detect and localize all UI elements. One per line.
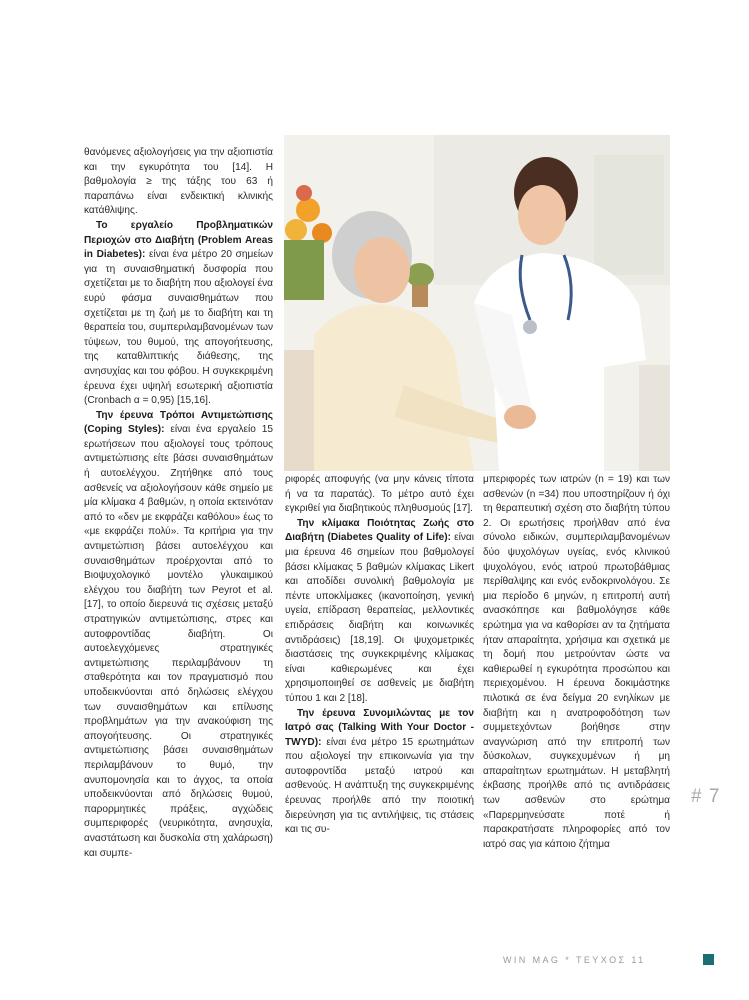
- footer-square-icon: [703, 954, 714, 965]
- paragraph-twyd: [285, 707, 474, 838]
- paragraph: ριφορές αποφυγής (να μην κάνεις τίποτα ή να τα παρατάς). Το μέτρο αυτό έχει εγκριθεί για διαβητικούς πληθυσμούς [17].: [285, 474, 474, 515]
- footer-magazine-issue: WIN MAG * ΤΕΥΧΟΣ 11: [503, 955, 646, 965]
- paragraph: μπεριφορές των ιατρών (n = 19) και των ασθενών (n =34) που υποστηρίζουν ή όχι τη θεραπευτική σχέση στο διαβήτη τύπου 2. Οι ερωτήσεις προήλθαν από ένα σύνολο ειδικών, συμπεριλαμβανομένων δύο ψυχολόγων υγείας, ενός κλινικού ψυχολόγου, ενός ιατρού πρωτοβάθμιας περίθαλψης και ενός ενδοκρινολόγου. Σε μια περίοδο 6 μηνών, η επιτροπή αυτή ανασκόπησε και βαθμολόγησε κάθε ερώτημα για να καθορίσει αν τα ζητήματα ήταν απαραίτητα, χρήσιμα και σχετικά με τη δομή που μετρούνταν ώστε να καθιερωθεί η εγκυρότητα προσώπου και περιεχομένου. Η έρευνα δοκιμάστηκε πιλοτικά σε ένα δείγμα 20 ενηλίκων με διαβήτη και η ανατροφοδότηση των συμμετεχόντων βοήθησε στην αναγνώριση από την επιτροπή των δύσκολων, συγκεχυμένων ή μη απαραίτητων ερωτημάτων. Η μεταβλητή έκβασης προήλθε από τις αντιδράσεις των ασθενών στο ερώτημα «Παρερμηνεύσατε ποτέ ή παρακρατήσατε πληροφορίες από τον ιατρό σας για κάποιο ζήτημα: [483, 474, 670, 850]
- coping-body: είναι ένα εργαλείο 15 ερωτήσεων που αξιολογεί τους τρόπους αντιμετώπισης είτε βάσει συναισθημάτων ή αυτοελέγχου. Ζητήθηκε από τους ασθενείς να αξιολογήσουν κάθε σημείο με μία κλίμακα 4 βαθμών, η οποία εκτεινόταν από το «δεν με εκφράζει καθόλου» έως το «με εκφράζει πολύ». Τα κριτήρια για την αντιμετώπιση βάσει αυτοελέγχου και συναισθημάτων προέρχονται από το Βιοψυχολογικό μοντέλο γλυκαιμικού ελέγχου του διαβήτη των Peyrot et al. [17], το οποίο διερευνά τις σχέσεις μεταξύ στρατηγικών αντιμετώπισης, στρες και αυτοφροντίδας διαβήτη. Οι αυτοελεγχόμενες στρατηγικές αντιμετώπισης περιλαμβάνουν τη σταθερότητα και τον πραγματισμό που υποδεικνύονται από δηλώσεις ελέγχου των συναισθημάτων και επίλυσης προβλημάτων για την ανακούφιση της απογοήτευσης. Οι στρατηγικές αντιμετώπισης βάσει συναισθημάτων περιλαμβάνουν το θυμό, την ανυπομονησία και το άγχος, τα οποία υποδεικνύονται από δηλώσεις θυμού, παρορμητικές πράξεις, αγχώδεις συμπεριφορές (νευρικότητα, ανησυχία, αναστάτωση και δυσκολία στη χαλάρωση) και συμπε-: [84, 424, 273, 859]
- paragraph: θανόμενες αξιολογήσεις για την αξιοπιστία και την εγκυρότητα του [14]. Η βαθμολογία ≥ της τάξης του 63 ή παραπάνω είναι ενδεικτική κλινικής κατάθλιψης.: [84, 147, 273, 217]
- twyd-heading: Την έρευνα Συνομιλώντας με τον Ιατρό σας (Talking With Your Doctor - TWYD):: [285, 707, 474, 748]
- page-number: # 7: [691, 786, 721, 807]
- dqol-body: είναι μια έρευνα 46 σημείων που βαθμολογεί βάσει κλίμακας 5 βαθμών κλίμακας Likert και αποδίδει συνολική βαθμολογία με πέντε υποκλίμακες (ικανοποίηση, γενική υγεία, επίδραση θεραπείας, μελλοντικές επιδράσεις διαβήτη και κοινωνικές αντιδράσεις) [18,19]. Οι ψυχομετρικές διαστάσεις της συγκεκριμένης κλίμακας είναι καθιερωμένες και έχει χρησιμοποιηθεί σε ασθενείς με διαβήτη τύπου 1 και 2 [18].: [285, 532, 475, 704]
- paragraph-dqol: [285, 517, 474, 707]
- article-column-1: [84, 146, 273, 861]
- paragraph-coping: [84, 409, 273, 861]
- article-column-2: [285, 473, 474, 838]
- paid-heading: Το εργαλείο Προβληματικών Περιοχών στο Διαβήτη (Problem Areas in Diabetes):: [84, 219, 273, 261]
- twyd-body: είναι ένα μέτρο 15 ερωτημάτων που αξιολογεί την επικοινωνία για την αυτοφροντίδα μεταξύ ιατρού και ασθενούς. Η ανάπτυξη της συγκεκριμένης έρευνας προήλθε από την ποιοτική διερεύνηση για τις αντιλήψεις, τις στάσεις και τις συ-: [285, 736, 474, 836]
- dqol-heading: Την κλίμακα Ποιότητας Ζωής στο Διαβήτη (Diabetes Quality of Life):: [285, 517, 474, 544]
- article-column-3: [483, 473, 670, 852]
- coping-heading: Την έρευνα Τρόποι Αντιμετώπισης (Coping Styles):: [84, 409, 273, 436]
- photo-illustration: [284, 135, 670, 471]
- nurse-patient-photo: [284, 135, 670, 471]
- paragraph-paid: [84, 219, 273, 409]
- paid-body: είναι ένα μέτρο 20 σημείων για τη συναισθηματική δυσφορία που σχετίζεται με το διαβήτη που αξιολογεί ένα ευρύ φάσμα συναισθημάτων που σχετίζεται με τη ζωή με το διαβήτη και τη θεραπεία του, συμπεριλαμβανομένων των τύψεων, του θυμού, της απογοήτευσης, της καταθλιπτικής διάθεσης, της ανησυχίας και του φόβου. Η συγκεκριμένη έρευνα έχει υψηλή εσωτερική αξιοπιστία (Cronbach α = 0,95) [15,16].: [84, 249, 273, 407]
